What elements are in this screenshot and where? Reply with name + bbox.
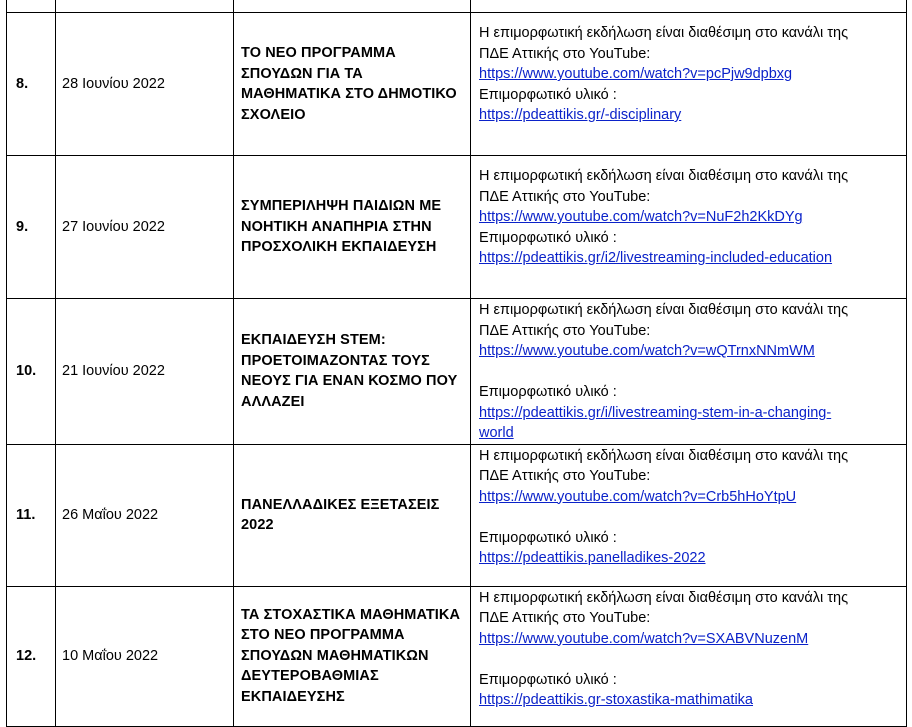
info-text-line1: Η επιμορφωτική εκδήλωση είναι διαθέσιμη στο κανάλι της bbox=[479, 25, 849, 41]
material-link[interactable]: https://pdeattikis.gr/i/livestreaming-stem-in-a-changing- bbox=[479, 404, 832, 421]
events-table bbox=[6, 0, 907, 727]
title-line: ΑΛΛΑΖΕΙ bbox=[241, 393, 305, 410]
info-text-line1: Η επιμορφωτική εκδήλωση είναι διαθέσιμη στο κανάλι της bbox=[479, 302, 849, 318]
material-link[interactable]: https://pdeattikis.gr/i2/livestreaming-included-education bbox=[479, 250, 833, 266]
row-date: 28 Ιουνίου 2022 bbox=[56, 13, 234, 156]
row-title bbox=[234, 299, 471, 445]
title-line: ΣΧΟΛΕΙΟ bbox=[241, 106, 306, 123]
title-line: ΤΟ ΝΕΟ ΠΡΟΓΡΑΜΜΑ bbox=[241, 45, 396, 61]
material-label: Επιμορφωτικό υλικό : bbox=[479, 384, 617, 400]
table-row bbox=[7, 299, 907, 445]
table-row bbox=[7, 444, 907, 586]
row-number: 11. bbox=[7, 444, 56, 586]
cell-date bbox=[56, 0, 234, 13]
cell-title bbox=[234, 0, 471, 13]
cell-info bbox=[471, 0, 907, 13]
material-label: Επιμορφωτικό υλικό : bbox=[479, 671, 617, 688]
table-row bbox=[7, 156, 907, 299]
row-title bbox=[234, 156, 471, 299]
row-info bbox=[471, 586, 907, 726]
row-info bbox=[471, 156, 907, 299]
title-line: ΤΑ ΣΤΟΧΑΣΤΙΚΑ ΜΑΘΗΜΑΤΙΚΑ bbox=[241, 606, 461, 623]
row-number: 8. bbox=[7, 13, 56, 156]
material-link[interactable]: https://pdeattikis.gr/-disciplinary bbox=[479, 107, 682, 123]
row-date: 27 Ιουνίου 2022 bbox=[56, 156, 234, 299]
material-link-continued[interactable]: world bbox=[479, 425, 514, 441]
title-line: ΠΑΝΕΛΛΑΔΙΚΕΣ ΕΞΕΤΑΣΕΙΣ bbox=[241, 496, 440, 513]
title-line: ΕΚΠΑΙΔΕΥΣΗ STEM: bbox=[241, 332, 386, 349]
row-date: 26 Μαΐου 2022 bbox=[56, 444, 234, 586]
row-info bbox=[471, 444, 907, 586]
info-text-line2: ΠΔΕ Αττικής στο YouTube: bbox=[479, 468, 651, 484]
material-label: Επιμορφωτικό υλικό : bbox=[479, 529, 617, 546]
youtube-link[interactable]: https://www.youtube.com/watch?v=wQTrnxNNmWM bbox=[479, 343, 815, 359]
row-info bbox=[471, 13, 907, 156]
row-number: 9. bbox=[7, 156, 56, 299]
title-line: ΣΠΟΥΔΩΝ ΓΙΑ ΤΑ bbox=[241, 65, 363, 82]
youtube-link[interactable]: https://www.youtube.com/watch?v=NuF2h2KkDYg bbox=[479, 209, 803, 225]
title-line: ΝΟΗΤΙΚΗ ΑΝΑΠΗΡΙΑ ΣΤΗΝ bbox=[241, 218, 432, 235]
events-table-body bbox=[7, 0, 907, 726]
info-text-line2: ΠΔΕ Αττικής στο YouTube: bbox=[479, 322, 651, 339]
title-line: ΕΚΠΑΙΔΕΥΣΗΣ bbox=[241, 688, 345, 705]
material-link[interactable]: https://pdeattikis.panelladikes-2022 bbox=[479, 550, 706, 566]
row-date: 10 Μαΐου 2022 bbox=[56, 586, 234, 726]
title-line: ΔΕΥΤΕΡΟΒΑΘΜΙΑΣ bbox=[241, 668, 379, 685]
title-line: ΠΡΟΕΤΟΙΜΑΖΟΝΤΑΣ ΤΟΥΣ bbox=[241, 352, 430, 369]
cell-number bbox=[7, 0, 56, 13]
title-line: ΣΠΟΥΔΩΝ ΜΑΘΗΜΑΤΙΚΩΝ bbox=[241, 647, 429, 664]
row-number: 10. bbox=[7, 299, 56, 445]
youtube-link[interactable]: https://www.youtube.com/watch?v=Crb5hHoYtpU bbox=[479, 488, 797, 505]
material-link[interactable]: https://pdeattikis.gr-stoxastika-mathimatika bbox=[479, 692, 753, 708]
material-label: Επιμορφωτικό υλικό : bbox=[479, 86, 617, 103]
row-title bbox=[234, 13, 471, 156]
material-label: Επιμορφωτικό υλικό : bbox=[479, 229, 617, 246]
row-info bbox=[471, 299, 907, 445]
title-line: ΣΥΜΠΕΡΙΛΗΨΗ ΠΑΙΔΙΩΝ ΜΕ bbox=[241, 198, 442, 215]
title-line: ΠΡΟΣΧΟΛΙΚΗ ΕΚΠΑΙΔΕΥΣΗ bbox=[241, 239, 437, 256]
title-line: ΣΤΟ ΝΕΟ ΠΡΟΓΡΑΜΜΑ bbox=[241, 627, 405, 644]
row-title bbox=[234, 444, 471, 586]
info-text-line2: ΠΔΕ Αττικής στο YouTube: bbox=[479, 45, 651, 62]
info-text-line1: Η επιμορφωτική εκδήλωση είναι διαθέσιμη στο κανάλι της bbox=[479, 168, 849, 184]
info-text-line2: ΠΔΕ Αττικής στο YouTube: bbox=[479, 610, 651, 626]
title-line: ΜΑΘΗΜΑΤΙΚΑ ΣΤΟ ΔΗΜΟΤΙΚΟ bbox=[241, 86, 457, 102]
info-text-line1: Η επιμορφωτική εκδήλωση είναι διαθέσιμη στο κανάλι της bbox=[479, 589, 849, 606]
info-text-line1: Η επιμορφωτική εκδήλωση είναι διαθέσιμη στο κανάλι της bbox=[479, 447, 849, 464]
row-title bbox=[234, 586, 471, 726]
info-text-line2: ΠΔΕ Αττικής στο YouTube: bbox=[479, 188, 651, 205]
table-row-previous bbox=[7, 0, 907, 13]
table-row bbox=[7, 13, 907, 156]
youtube-link[interactable]: https://www.youtube.com/watch?v=SXABVNuzenM bbox=[479, 630, 809, 647]
title-line: ΝΕΟΥΣ ΓΙΑ ΕΝΑΝ ΚΟΣΜΟ ΠΟΥ bbox=[241, 373, 458, 390]
table-row bbox=[7, 586, 907, 726]
youtube-link[interactable]: https://www.youtube.com/watch?v=pcPjw9dpbxg bbox=[479, 66, 793, 82]
row-date: 21 Ιουνίου 2022 bbox=[56, 299, 234, 445]
row-number: 12. bbox=[7, 586, 56, 726]
title-line: 2022 bbox=[241, 517, 274, 533]
